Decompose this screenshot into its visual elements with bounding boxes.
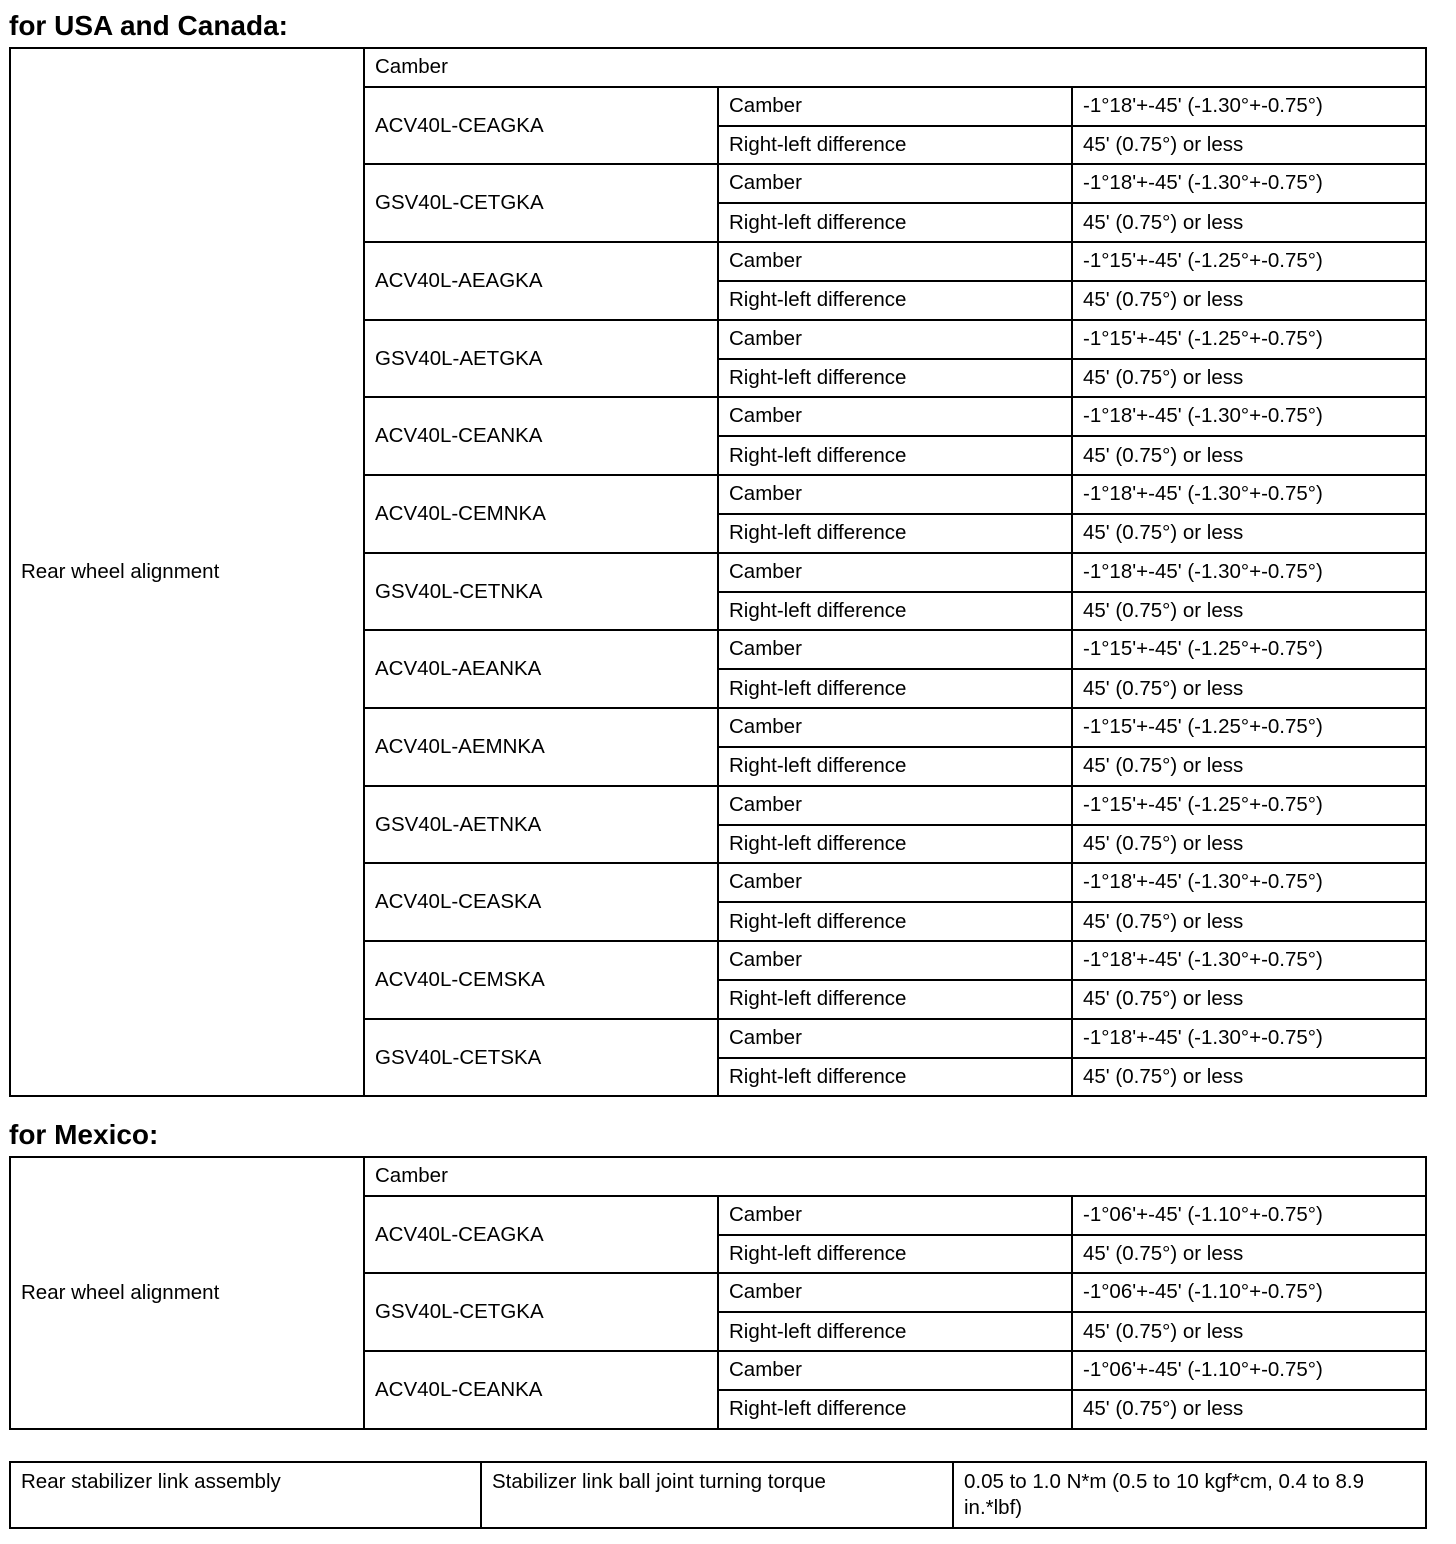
difference-label-cell: Right-left difference (718, 436, 1072, 475)
camber-label-cell: Camber (718, 1273, 1072, 1312)
camber-label-cell: Camber (718, 1196, 1072, 1235)
camber-value-cell: -1°18'+-45' (-1.30°+-0.75°) (1072, 164, 1426, 203)
difference-label-cell: Right-left difference (718, 825, 1072, 864)
camber-label-cell: Camber (718, 397, 1072, 436)
difference-value-cell: 45' (0.75°) or less (1072, 514, 1426, 553)
model-code-cell: ACV40L-CEMNKA (364, 475, 718, 553)
camber-label-cell: Camber (718, 941, 1072, 980)
camber-header-cell: Camber (364, 1157, 1426, 1196)
camber-value-cell: -1°18'+-45' (-1.30°+-0.75°) (1072, 1019, 1426, 1058)
stabilizer-test-cell: Stabilizer link ball joint turning torque (481, 1462, 953, 1528)
table-row (10, 48, 1426, 87)
camber-label-cell: Camber (718, 87, 1072, 126)
camber-label-cell: Camber (718, 242, 1072, 281)
model-code-cell: ACV40L-CEAGKA (364, 1196, 718, 1274)
model-code-cell: ACV40L-AEANKA (364, 630, 718, 708)
camber-value-cell: -1°15'+-45' (-1.25°+-0.75°) (1072, 786, 1426, 825)
table-row (10, 1462, 1426, 1528)
model-code-cell: ACV40L-CEMSKA (364, 941, 718, 1019)
camber-label-cell: Camber (718, 786, 1072, 825)
difference-label-cell: Right-left difference (718, 902, 1072, 941)
difference-value-cell: 45' (0.75°) or less (1072, 436, 1426, 475)
camber-value-cell: -1°15'+-45' (-1.25°+-0.75°) (1072, 630, 1426, 669)
difference-label-cell: Right-left difference (718, 980, 1072, 1019)
difference-value-cell: 45' (0.75°) or less (1072, 126, 1426, 165)
model-code-cell: GSV40L-CETNKA (364, 553, 718, 631)
camber-label-cell: Camber (718, 475, 1072, 514)
difference-label-cell: Right-left difference (718, 1390, 1072, 1429)
difference-label-cell: Right-left difference (718, 747, 1072, 786)
difference-label-cell: Right-left difference (718, 126, 1072, 165)
camber-label-cell: Camber (718, 320, 1072, 359)
camber-value-cell: -1°18'+-45' (-1.30°+-0.75°) (1072, 553, 1426, 592)
model-code-cell: GSV40L-AETGKA (364, 320, 718, 398)
group-label-cell: Rear wheel alignment (10, 1157, 364, 1429)
difference-value-cell: 45' (0.75°) or less (1072, 825, 1426, 864)
difference-value-cell: 45' (0.75°) or less (1072, 281, 1426, 320)
difference-value-cell: 45' (0.75°) or less (1072, 980, 1426, 1019)
difference-value-cell: 45' (0.75°) or less (1072, 1312, 1426, 1351)
difference-value-cell: 45' (0.75°) or less (1072, 592, 1426, 631)
model-code-cell: GSV40L-CETSKA (364, 1019, 718, 1097)
camber-value-cell: -1°18'+-45' (-1.30°+-0.75°) (1072, 397, 1426, 436)
difference-value-cell: 45' (0.75°) or less (1072, 359, 1426, 398)
difference-label-cell: Right-left difference (718, 359, 1072, 398)
camber-label-cell: Camber (718, 1351, 1072, 1390)
camber-value-cell: -1°06'+-45' (-1.10°+-0.75°) (1072, 1273, 1426, 1312)
model-code-cell: ACV40L-CEASKA (364, 863, 718, 941)
model-code-cell: GSV40L-CETGKA (364, 164, 718, 242)
usa-canada-spec-table (9, 47, 1427, 1097)
difference-value-cell: 45' (0.75°) or less (1072, 669, 1426, 708)
model-code-cell: GSV40L-AETNKA (364, 786, 718, 864)
camber-value-cell: -1°06'+-45' (-1.10°+-0.75°) (1072, 1351, 1426, 1390)
stabilizer-spec-table (9, 1461, 1427, 1529)
difference-value-cell: 45' (0.75°) or less (1072, 902, 1426, 941)
camber-value-cell: -1°18'+-45' (-1.30°+-0.75°) (1072, 941, 1426, 980)
difference-label-cell: Right-left difference (718, 281, 1072, 320)
section-heading-mexico: for Mexico: (9, 1119, 159, 1150)
difference-label-cell: Right-left difference (718, 669, 1072, 708)
group-label-cell: Rear wheel alignment (10, 48, 364, 1096)
difference-label-cell: Right-left difference (718, 514, 1072, 553)
camber-label-cell: Camber (718, 553, 1072, 592)
camber-value-cell: -1°18'+-45' (-1.30°+-0.75°) (1072, 87, 1426, 126)
camber-label-cell: Camber (718, 863, 1072, 902)
camber-label-cell: Camber (718, 164, 1072, 203)
difference-label-cell: Right-left difference (718, 1312, 1072, 1351)
model-code-cell: GSV40L-CETGKA (364, 1273, 718, 1351)
difference-value-cell: 45' (0.75°) or less (1072, 203, 1426, 242)
section-heading-usa-canada: for USA and Canada: (9, 10, 288, 41)
table-row (10, 1157, 1426, 1196)
camber-value-cell: -1°15'+-45' (-1.25°+-0.75°) (1072, 242, 1426, 281)
stabilizer-item-cell: Rear stabilizer link assembly (10, 1462, 481, 1528)
model-code-cell: ACV40L-AEMNKA (364, 708, 718, 786)
mexico-spec-table (9, 1156, 1427, 1430)
difference-value-cell: 45' (0.75°) or less (1072, 1390, 1426, 1429)
stabilizer-value-cell: 0.05 to 1.0 N*m (0.5 to 10 kgf*cm, 0.4 to 8.9 in.*lbf) (953, 1462, 1426, 1528)
difference-label-cell: Right-left difference (718, 1058, 1072, 1097)
camber-label-cell: Camber (718, 708, 1072, 747)
camber-header-cell: Camber (364, 48, 1426, 87)
camber-value-cell: -1°15'+-45' (-1.25°+-0.75°) (1072, 320, 1426, 359)
difference-value-cell: 45' (0.75°) or less (1072, 747, 1426, 786)
model-code-cell: ACV40L-AEAGKA (364, 242, 718, 320)
camber-value-cell: -1°15'+-45' (-1.25°+-0.75°) (1072, 708, 1426, 747)
difference-label-cell: Right-left difference (718, 1235, 1072, 1274)
model-code-cell: ACV40L-CEANKA (364, 1351, 718, 1429)
camber-label-cell: Camber (718, 1019, 1072, 1058)
difference-value-cell: 45' (0.75°) or less (1072, 1058, 1426, 1097)
model-code-cell: ACV40L-CEAGKA (364, 87, 718, 165)
camber-value-cell: -1°06'+-45' (-1.10°+-0.75°) (1072, 1196, 1426, 1235)
model-code-cell: ACV40L-CEANKA (364, 397, 718, 475)
difference-label-cell: Right-left difference (718, 592, 1072, 631)
camber-value-cell: -1°18'+-45' (-1.30°+-0.75°) (1072, 863, 1426, 902)
camber-value-cell: -1°18'+-45' (-1.30°+-0.75°) (1072, 475, 1426, 514)
camber-label-cell: Camber (718, 630, 1072, 669)
difference-value-cell: 45' (0.75°) or less (1072, 1235, 1426, 1274)
difference-label-cell: Right-left difference (718, 203, 1072, 242)
